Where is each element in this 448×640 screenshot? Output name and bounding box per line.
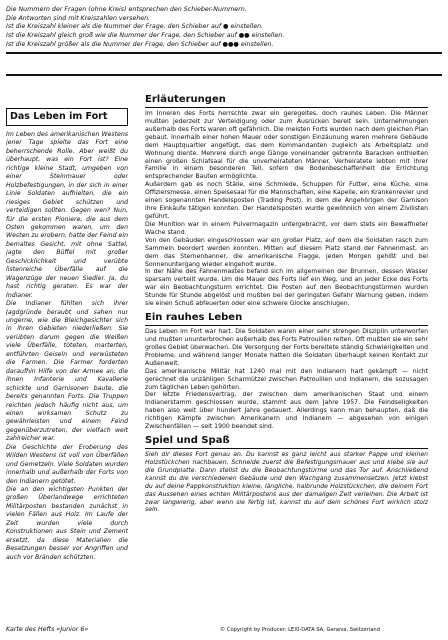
paragraph: Von den Gebäuden eingeschlossen war ein großer Platz, auf dem die Soldaten rasch zum Sammeln beordert werden konnten. Mitten auf diesem Platz stand der Fahnenmast, an dem das Sternenbanner, die amerikanische Flagge, jeden Morgen gehißt und bei Sonnenuntergang wieder eingeholt wurde. — [145, 236, 428, 268]
footer-copyright: © Copyright by Producer: LEXI-DATA SA, Geneva, Switzerland — [220, 627, 381, 633]
section-body — [145, 110, 428, 308]
instruction-line: Ist die Kreiszahl kleiner als die Nummer der Frage, den Schieber auf ● einstellen. — [6, 23, 264, 31]
paragraph: Die an den wichtigsten Punkten der großen Überlandwege errichteten Militärposten bestanden zunächst in vielen Fällen aus Holz. Im Laufe der Zeit wurden viele durch Konstruktionen aus Stein und Zement ersetzt, da diese Materialien die Besatzungen besser vor Angriffen und auch vor Bränden schützten. — [6, 486, 128, 561]
instruction-line: Die Antworten sind mit Kreiszahlen versehen. — [6, 14, 151, 22]
paragraph: Die Indianer fühlten sich ihrer Jagdgründe beraubt und sahen nur ungerne, wie die Bleichgesichter sich in ihren Gebieten niederließen. Sie verübten darum gegen die Weißen viele Überfälle, töteten, marterten, entführten Geiseln und verwüsteten die Farmen. Die Farmer forderten daraufhin Hilfe von der Armee an, die ihnen Infanterie und Kavallerie schickte und Garnisonen baute, die bereits genannten Forts. Die Truppen reichten jedoch häufig nicht aus, um einen wirksamen Schutz zu gewährleisten und einem Feind gegenüberzutreten, der vielfach weit zahlreicher war. — [6, 300, 128, 443]
section-title: Erläuterungen — [145, 94, 428, 108]
section-rauhes-leben — [145, 312, 428, 431]
paragraph: Die Geschichte der Eroberung des Wilden Westens ist voll von Überfällen und Gemetzeln. Viele Soldaten wurden innerhalb und außerhalb der Forts von den Indianern getötet. — [6, 443, 128, 485]
paragraph: Das amerikanische Militär hat 1240 mal mit den Indianern hart gekämpft — nicht gerechnet die unzähligen Scharmützel zwischen Patrouillen und Indianern, die sozusagen zum täglichen Leben gehörten. — [145, 367, 428, 391]
instruction-line: Ist die Kreiszahl gleich groß wie die Nummer der Frage, den Schieber auf ●● einstellen. — [6, 32, 285, 40]
paragraph: Der letzte Friedensvertrag, der zwischen dem amerikanischen Staat und einem Indianerstamm geschlossen wurde, stammt aus dem Jahre 1957. Die Feindseligkeiten haben also weit über hundert Jahre gedauert. Allerdings kann man behaupten, daß die richtigen Kämpfe zwischen Amerikanern und Indianern — abgesehen von einigen Zwischenfällen — seit 1900 beendet sind. — [145, 391, 428, 431]
paragraph: Die Munition war in einem Pulvermagazin untergebracht, vor dem stets ein Bewaffneter Wache stand. — [145, 220, 428, 236]
paragraph: In der Nähe des Fahnenmastes befand sich im allgemeinen der Brunnen, dessen Wasser sparsam verteilt wurde. Um die Mauer des Forts lief ein Weg, und an jeder Ecke des Forts war ein Beobachtungsturm errichtet. Die Posten auf den Beobachtungstürmen wurden Stunde für Stunde abgelöst und mußten bei der geringsten Gefahr Warnung geben, indem sie einen Schuß abfeuerten oder eine schwere Glocke anschlugen. — [145, 268, 428, 308]
left-body — [6, 131, 128, 562]
instruction-line: Ist die Kreiszahl größer als die Nummer der Frage, den Schieber auf ●●● einstellen. — [6, 40, 274, 48]
section-body — [145, 451, 428, 514]
divider — [6, 74, 442, 76]
section-spiel-und-spass — [145, 435, 428, 514]
section-erlaeuterungen — [145, 94, 428, 308]
instruction-line: Die Nummern der Fragen (ohne Kreis) entsprechen den Schieber-Nummern. — [6, 6, 247, 13]
section-body — [145, 328, 428, 431]
section-title: Ein rauhes Leben — [145, 312, 428, 326]
instructions-block — [6, 6, 406, 50]
right-column — [145, 94, 428, 624]
footer-card-label: Karte des Hefts «Junior 6» — [6, 626, 89, 633]
paragraph: Im Leben des amerikanischen Westens jener Tage spielte das Fort eine beherrschende Rolle. Aber weißt du überhaupt, was ein Fort ist? Eine richtige kleine Stadt, umgeben von einer Steinmauer oder Holzbefestigungen, in der sich in einer Linie Soldaten aufhielten, die ein riesiges Gebiet schützen und verteidigen sollten. Gegen wen? Nun, für die ersten Pioniere, die aus dem Osten gekommen waren, um den Westen zu erobern, hatte der Feind ein bemaltes Gesicht, mit ohne Sattel, jagte den Büffel mit großer Geschicklichkeit und verübte listenreiche Überfälle auf die Wagenzüge der neuen Siedler. Ja, du hast richtig geraten. Es war der Indianer. — [6, 131, 128, 299]
paragraph: Sieh dir dieses Fort genau an. Du kannst es ganz leicht aus starker Pappe und kleinen Holzstückchen nachbauen. Schneide zuerst die Befestigungsmauer aus und klebe sie auf die Grundplatte. Dann stellst du die Beobachtungstürme und das Tor auf. Anschließend kannst du die verschiedenen Gebäude und den Wachgang zusammensetzen. Jetzt klebst du auf deine Pappkonstruktion kleine, längliche, halbrunde Holzstückchen, die deinem Fort das Aussehen eines echten Militärpostens aus der damaligen Zeit verleihen. Die Arbeit ist zwar langwierig, aber wenn sie fertig ist, kannst du auf dein schönes Fort wirklich stolz sein. — [145, 451, 428, 514]
paragraph: Das Leben im Fort war hart. Die Soldaten waren einer sehr strengen Disziplin unterworfen und mußten ununterbrochen außerhalb des Forts Patrouillen reiten. Oft mußten sie ein sehr großes Gebiet überwachen. Die Versorgung der Forts bereitete ständig Schwierigkeiten und Probleme, und während langer Monate hatten die Soldaten überhaupt keinen Kontakt zur Außenwelt. — [145, 328, 428, 367]
paragraph: Im Inneren des Forts herrschte zwar ein geregeltes, doch rauhes Leben. Die Männer mußten jederzeit zur Verteidigung oder zum Ausrücken bereit sein. Unternehmungen außerhalb des Forts waren oft gefährlich. Die meisten Forts wurden nach dem gleichen Plan gebaut. Innerhalb einer hohen Mauer oder sonstigen Einzäunung waren mehrere Gebäude dem Hauptquartier angefügt, das dem Kommandanten zugleich als Arbeitsplatz und Wohnung diente. Mehrere durch enge Gänge voneinander getrennte Baracken enthielten einen großen Schlafsaal für die unverheirateten Männer. Verheiratete lebten mit ihrer Familie in einem besonderen Teil, sofern die Bodenbeschaffenheit die Errichtung entsprechender Bauten ermöglichte. — [145, 110, 428, 181]
paragraph: Außerdem gab es noch Ställe, eine Schmiede, Schuppen für Futter, eine Küche, eine Offiziersmesse, einen Speisesaal für die Mannschaften, eine Kapelle, ein Krankenrevier und einen sogenannten Handelsposten (Trading Post), in dem die Angehörigen der Garnison ihre Einkäufe tätigen konnten. Der Handelsposten wurde gewöhnlich von einem Zivilisten geführt. — [145, 181, 428, 220]
left-column — [6, 108, 128, 623]
section-title: Spiel und Spaß — [145, 435, 428, 449]
left-section-title: Das Leben im Fort — [6, 108, 128, 126]
divider — [6, 52, 442, 54]
